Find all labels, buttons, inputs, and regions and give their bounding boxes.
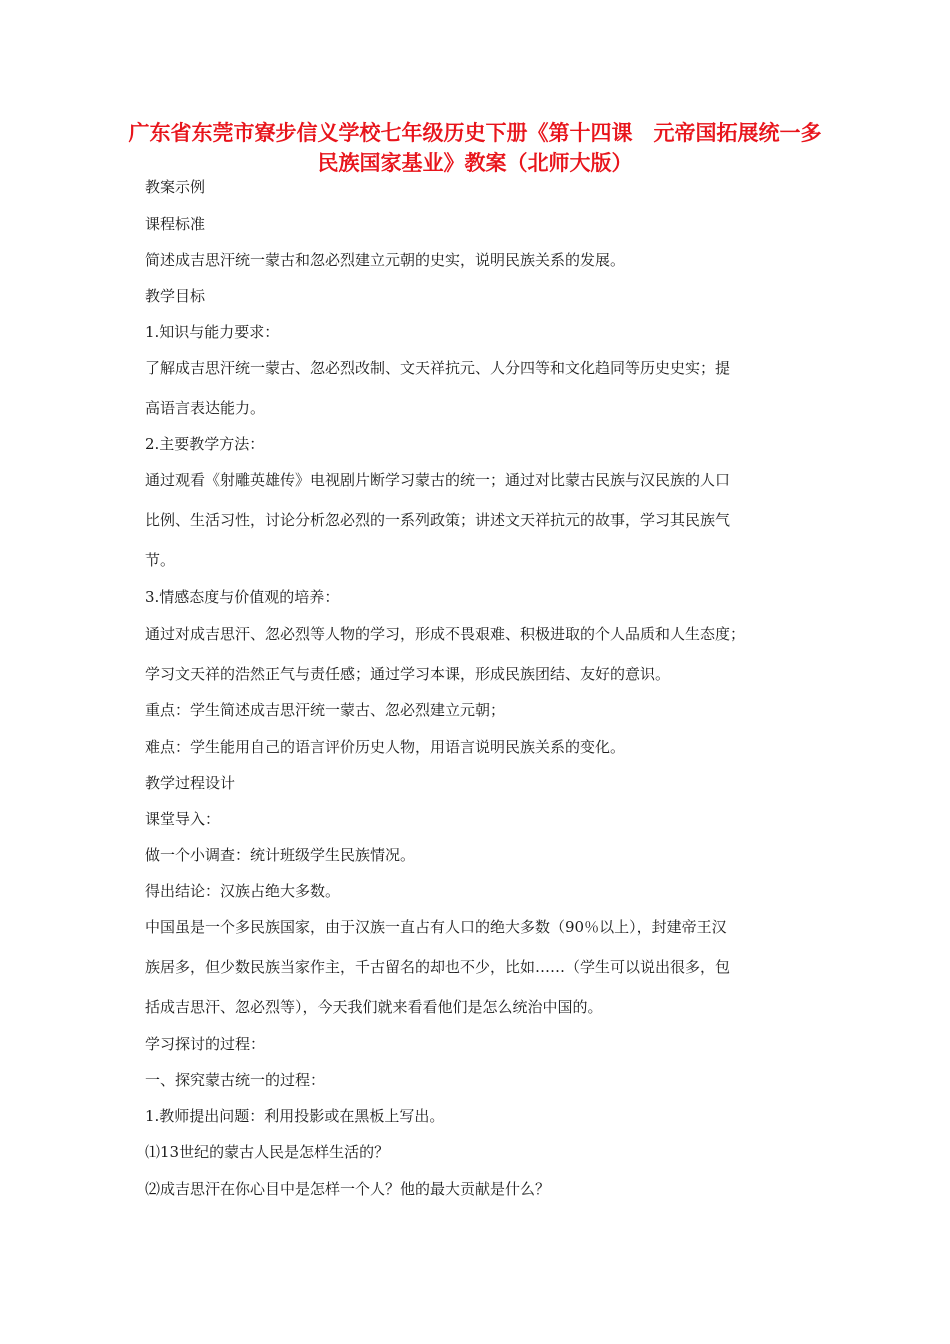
subheading-knowledge: 1.知识与能力要求： xyxy=(145,323,280,341)
document-title: 广东省东莞市寮步信义学校七年级历史下册《第十四课 元帝国拓展统一多民族国家基业》教案（北师大版） xyxy=(128,121,822,175)
paragraph-line: 比例、生活习性，讨论分析忽必烈的一系列政策；讲述文天祥抗元的故事，学习其民族气 xyxy=(145,511,731,529)
subheading-intro: 课堂导入： xyxy=(145,810,221,828)
paragraph-line: 族居多，但少数民族当家作主，千古留名的却也不少，比如……（学生可以说出很多，包 xyxy=(145,958,731,976)
paragraph-line: 简述成吉思汗统一蒙古和忽必烈建立元朝的史实，说明民族关系的发展。 xyxy=(145,251,626,269)
paragraph-line: 得出结论：汉族占绝大多数。 xyxy=(145,882,341,900)
section-heading-objectives: 教学目标 xyxy=(145,287,206,305)
section-heading-curriculum: 课程标准 xyxy=(145,215,206,233)
key-point-line: 重点：学生简述成吉思汗统一蒙古、忽必烈建立元朝； xyxy=(145,701,506,719)
subheading-exploration: 学习探讨的过程： xyxy=(145,1035,266,1053)
paragraph-line: 通过对成吉思汗、忽必烈等人物的学习，形成不畏艰难、积极进取的个人品质和人生态度； xyxy=(145,625,746,643)
difficulty-line: 难点：学生能用自己的语言评价历史人物，用语言说明民族关系的变化。 xyxy=(145,738,626,756)
paragraph-line: 高语言表达能力。 xyxy=(145,399,266,417)
paragraph-line: 中国虽是一个多民族国家，由于汉族一直占有人口的绝大多数（90％以上），封建帝王汉 xyxy=(145,918,727,936)
subheading-values: 3.情感态度与价值观的培养： xyxy=(145,588,340,606)
subheading-methods: 2.主要教学方法： xyxy=(145,435,265,453)
question-line: ⑴13世纪的蒙古人民是怎样生活的？ xyxy=(145,1143,390,1161)
paragraph-line: 节。 xyxy=(145,551,176,569)
question-line: ⑵成吉思汗在你心目中是怎样一个人？他的最大贡献是什么？ xyxy=(145,1180,551,1198)
paragraph-line: 括成吉思汗、忽必烈等），今天我们就来看看他们是怎么统治中国的。 xyxy=(145,998,603,1016)
paragraph-line: 1.教师提出问题：利用投影或在黑板上写出。 xyxy=(145,1107,445,1125)
paragraph-line: 做一个小调查：统计班级学生民族情况。 xyxy=(145,846,416,864)
paragraph-line: 了解成吉思汗统一蒙古、忽必烈改制、文天祥抗元、人分四等和文化趋同等历史史实；提 xyxy=(145,359,731,377)
paragraph-line: 通过观看《射雕英雄传》电视剧片断学习蒙古的统一；通过对比蒙古民族与汉民族的人口 xyxy=(145,471,731,489)
paragraph-line: 学习文天祥的浩然正气与责任感；通过学习本课，形成民族团结、友好的意识。 xyxy=(145,665,671,683)
section-heading-example: 教案示例 xyxy=(145,178,206,196)
section-heading-process: 教学过程设计 xyxy=(145,774,236,792)
subheading-mongol-unification: 一、探究蒙古统一的过程： xyxy=(145,1071,326,1089)
